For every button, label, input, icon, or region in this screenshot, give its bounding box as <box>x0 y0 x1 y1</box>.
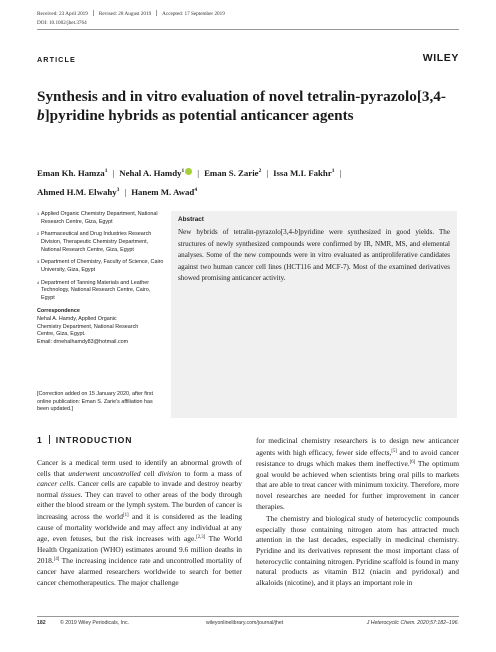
affiliation: 4 Department of Tanning Materials and Leather Technology, National Research Centre, Cairo, Egypt <box>37 279 151 301</box>
section-title: INTRODUCTION <box>55 435 133 445</box>
author[interactable]: Eman Kh. Hamza$^1$ <box>37 168 108 178</box>
abstract-box <box>171 211 457 418</box>
article-type-label: ARTICLE <box>37 55 76 64</box>
doi[interactable]: DOI: 10.1002/jhet.3764 <box>37 20 87 26</box>
citation-link[interactable]: [4] <box>53 557 60 563</box>
body-column-right <box>256 436 459 588</box>
date-separator <box>156 10 157 16</box>
journal-url[interactable]: wileyonlinelibrary.com/journal/jhet <box>206 620 284 626</box>
affiliation: 3 Department of Chemistry, Faculty of Science, Cairo University, Giza, Egypt <box>37 259 164 273</box>
section-heading-bar <box>49 435 50 444</box>
correspondence-email[interactable]: Email: drnehalhamdy83@hotmail.com <box>37 339 129 346</box>
orcid-icon[interactable] <box>185 168 192 175</box>
footer-rule <box>37 616 459 617</box>
affiliation: 2 Pharmaceutical and Drug Industries Research Division, Therapeutic Chemistry Department, National Research Centre, Giza, Egypt <box>37 231 152 253</box>
correspondence-details: Nehal A. Hamdy, Applied Organic Chemistry Department, National Research Centre, Giza, Egypt. Email: drnehalhamdy83@hotmail.com <box>37 316 165 346</box>
author[interactable]: Issa M.I. Fakhr$^1$ <box>273 168 335 178</box>
author[interactable]: Eman S. Zarie$^2$ <box>204 168 262 178</box>
submission-dates <box>37 10 225 17</box>
section-heading <box>37 435 132 445</box>
correction-note: [Correction added on 15 January 2020, after first online publication: Eman S. Zarie's affiliation has been updated.] <box>37 391 153 413</box>
intro-paragraph: for medicinal chemistry researchers is to design new anticancer agents with high efficacy, fewer side effects,[5] and to avoid cancer resistance to drugs which makes them ineffective.[6] The optimum goal would be achieved when scientists bring oral pills to markets that are able to treat cancer with minimum toxicity. Therefore, more novel researches are needed for further improvement in cancer therapies. <box>256 436 459 511</box>
received-date: Received: 23 April 2019 <box>37 11 88 17</box>
abstract-text: New hybrids of tetralin-pyrazolo[3,4-b]pyridine were synthesized in good yields. The structures of newly synthesized compounds were confirmed by IR, NMR, MS, and elemental analyses. Some of the new compounds were in vitro evaluated as antiproliferative candidates against two human cancer cell lines (HCT116 and MCF-7). Most of the examined derivatives showed promising anticancer activity. <box>178 228 450 283</box>
author-separator: | <box>124 187 127 197</box>
header-rule <box>37 29 459 30</box>
affiliations-column <box>37 211 165 355</box>
author-separator: | <box>112 168 115 178</box>
body-column-left <box>37 458 242 588</box>
copyright: © 2019 Wiley Periodicals, Inc. <box>60 620 129 626</box>
author[interactable]: Nehal A. Hamdy$^1$ <box>119 168 192 178</box>
author-separator: | <box>197 168 200 178</box>
citation-link[interactable]: [2,3] <box>196 535 206 541</box>
author[interactable]: Hanem M. Awad$^4$ <box>131 187 198 197</box>
title-text: Synthesis and in vitro evaluation of novel tetralin-pyrazolo[3,4-b]pyridine hybrids as potential anticancer agents <box>37 88 446 124</box>
intro-paragraph: Cancer is a medical term used to identify an abnormal growth of cells that underwent uncontrolled cell division to form a mass of cancer cells. Cancer cells are capable to invade and destroy nearby normal tissues. They can travel to other areas of the body through either the blood stream or the lymph system. The burden of cancer is increasing across the world[1] and it is considered as the leading cause of mortality worldwide and may affect any individual at any age, even fetuses, but the risk increases with age.[2,3] The World Health Organization (WHO) estimates around 9.6 million deaths in 2018.[4] The increasing incidence rate and uncontrolled mortality of cancer have alarmed researchers worldwide to search for better cancer chemotherapeutics. The major challenge <box>37 458 243 587</box>
author-separator: | <box>266 168 269 178</box>
paper-title <box>37 87 457 125</box>
citation-link[interactable]: [1] <box>122 512 129 518</box>
author-list <box>37 163 457 201</box>
section-number: 1 <box>37 435 43 445</box>
intro-paragraph: The chemistry and biological study of heterocyclic compounds especially those containing nitrogen atom has attracted much attention in the last decades, especially in medicinal chemistry. Pyridine and its derivatives represent the most important class of heterocyclic containing nitrogen. Pyridine scaffold is found in many natural products as vitamin B12 (niacin and pyridoxal) and alkaloids (nicotine), and it plays an important role in <box>256 514 459 587</box>
author-separator: | <box>339 168 342 178</box>
abstract-heading: Abstract <box>178 216 204 223</box>
citation-link[interactable]: [5] <box>391 448 397 454</box>
citation-link[interactable]: [6] <box>409 460 416 466</box>
page-number: 182 <box>37 620 46 626</box>
author[interactable]: Ahmed H.M. Elwahy$^3$ <box>37 187 120 197</box>
affiliation: 1 Applied Organic Chemistry Department, National Research Centre, Giza, Egypt <box>37 211 158 225</box>
journal-citation: J Heterocyclic Chem. 2020;57:182–196. <box>366 620 459 626</box>
publisher-logo: WILEY <box>422 52 459 64</box>
accepted-date: Accepted: 17 September 2019 <box>162 11 225 17</box>
revised-date: Revised: 28 August 2019 <box>98 11 152 17</box>
date-separator <box>93 10 94 16</box>
correspondence-heading: Correspondence <box>37 307 80 314</box>
